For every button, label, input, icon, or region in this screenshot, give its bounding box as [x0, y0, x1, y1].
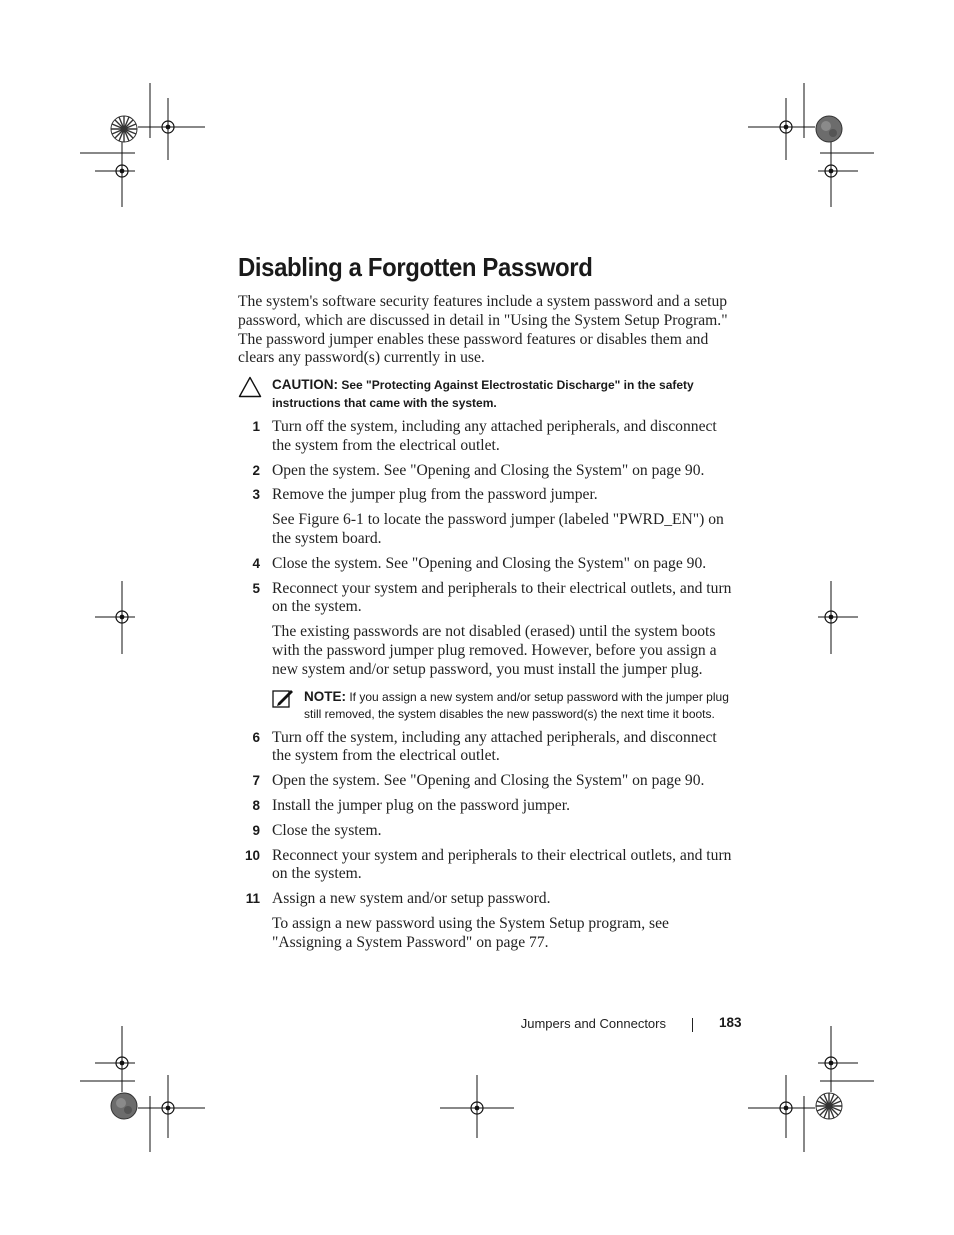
caution-body: See "Protecting Against Electrostatic Discharge" in the safety instructions that came with the system. [272, 378, 694, 410]
step-11 [238, 890, 738, 952]
note-callout [272, 688, 738, 723]
step-text: Open the system. See "Opening and Closing the System" on page 90. [272, 772, 705, 790]
step-number: 2 [252, 462, 260, 478]
step-number: 3 [252, 487, 260, 503]
step-number: 6 [252, 729, 260, 745]
step-text: Assign a new system and/or setup password. [272, 890, 551, 908]
procedure-steps [238, 418, 738, 959]
step-number: 9 [252, 822, 260, 838]
step-9 [238, 822, 738, 841]
step-text: Close the system. See "Opening and Closing the System" on page 90. [272, 554, 707, 572]
step-text: Reconnect your system and peripherals to their electrical outlets, and turn on the system. [272, 579, 732, 616]
step-number: 1 [252, 419, 260, 434]
step-text: Reconnect your system and peripherals to their electrical outlets, and turn on the system. [272, 846, 732, 883]
step-number: 4 [252, 555, 260, 571]
step-text: Turn off the system, including any attached peripherals, and disconnect the system from the electrical outlet. [272, 728, 717, 765]
caution-triangle-icon [238, 376, 262, 398]
step-text: Install the jumper plug on the password jumper. [272, 796, 570, 814]
step-text: Remove the jumper plug from the password jumper. [272, 486, 598, 504]
note-text [304, 688, 738, 723]
step-8 [238, 797, 738, 816]
intro-paragraph: The system's software security features include a system password and a setup password, which are discussed in detail in "Using the System Setup Program." The password jumper enables these password features or disables them and clears any password(s) currently in use. [238, 293, 728, 367]
footer-section-title: Jumpers and Connectors [520, 1016, 666, 1031]
step-3 [238, 486, 738, 548]
step-text: Open the system. See "Opening and Closing the System" on page 90. [272, 461, 705, 479]
step-number: 10 [244, 847, 260, 863]
note-label: NOTE: [304, 688, 346, 704]
step-detail: See Figure 6-1 to locate the password jumper (labeled "PWRD_EN") on the system board. [272, 511, 724, 547]
page-title: Disabling a Forgotten Password [238, 252, 593, 282]
step-6 [238, 729, 738, 767]
step-5 [238, 580, 738, 723]
step-text: Close the system. [272, 821, 382, 839]
footer-divider [692, 1018, 693, 1032]
step-detail: To assign a new password using the System Setup program, see "Assigning a System Password" on page 77. [272, 914, 669, 951]
note-pencil-icon [272, 688, 294, 708]
step-number: 11 [245, 891, 260, 907]
step-text: Turn off the system, including any attached peripherals, and disconnect the system from the electrical outlet. [272, 418, 717, 454]
step-number: 5 [252, 580, 260, 596]
page-number: 183 [719, 1015, 742, 1030]
step-10 [238, 847, 738, 885]
caution-text [272, 376, 738, 412]
step-number: 7 [252, 773, 260, 789]
caution-label: CAUTION: [272, 377, 338, 392]
note-body: If you assign a new system and/or setup password with the jumper plug still removed, the system disables the new password(s) the next time it boots. [304, 689, 729, 721]
step-4 [238, 555, 738, 574]
step-detail: The existing passwords are not disabled (erased) until the system boots with the password jumper plug removed. However, before you assign a new system and/or setup password, you must install the jumper plug. [272, 623, 717, 678]
caution-callout [238, 376, 738, 412]
step-1 [238, 418, 738, 456]
step-2 [238, 462, 738, 481]
step-7 [238, 772, 738, 791]
step-number: 8 [252, 797, 260, 813]
